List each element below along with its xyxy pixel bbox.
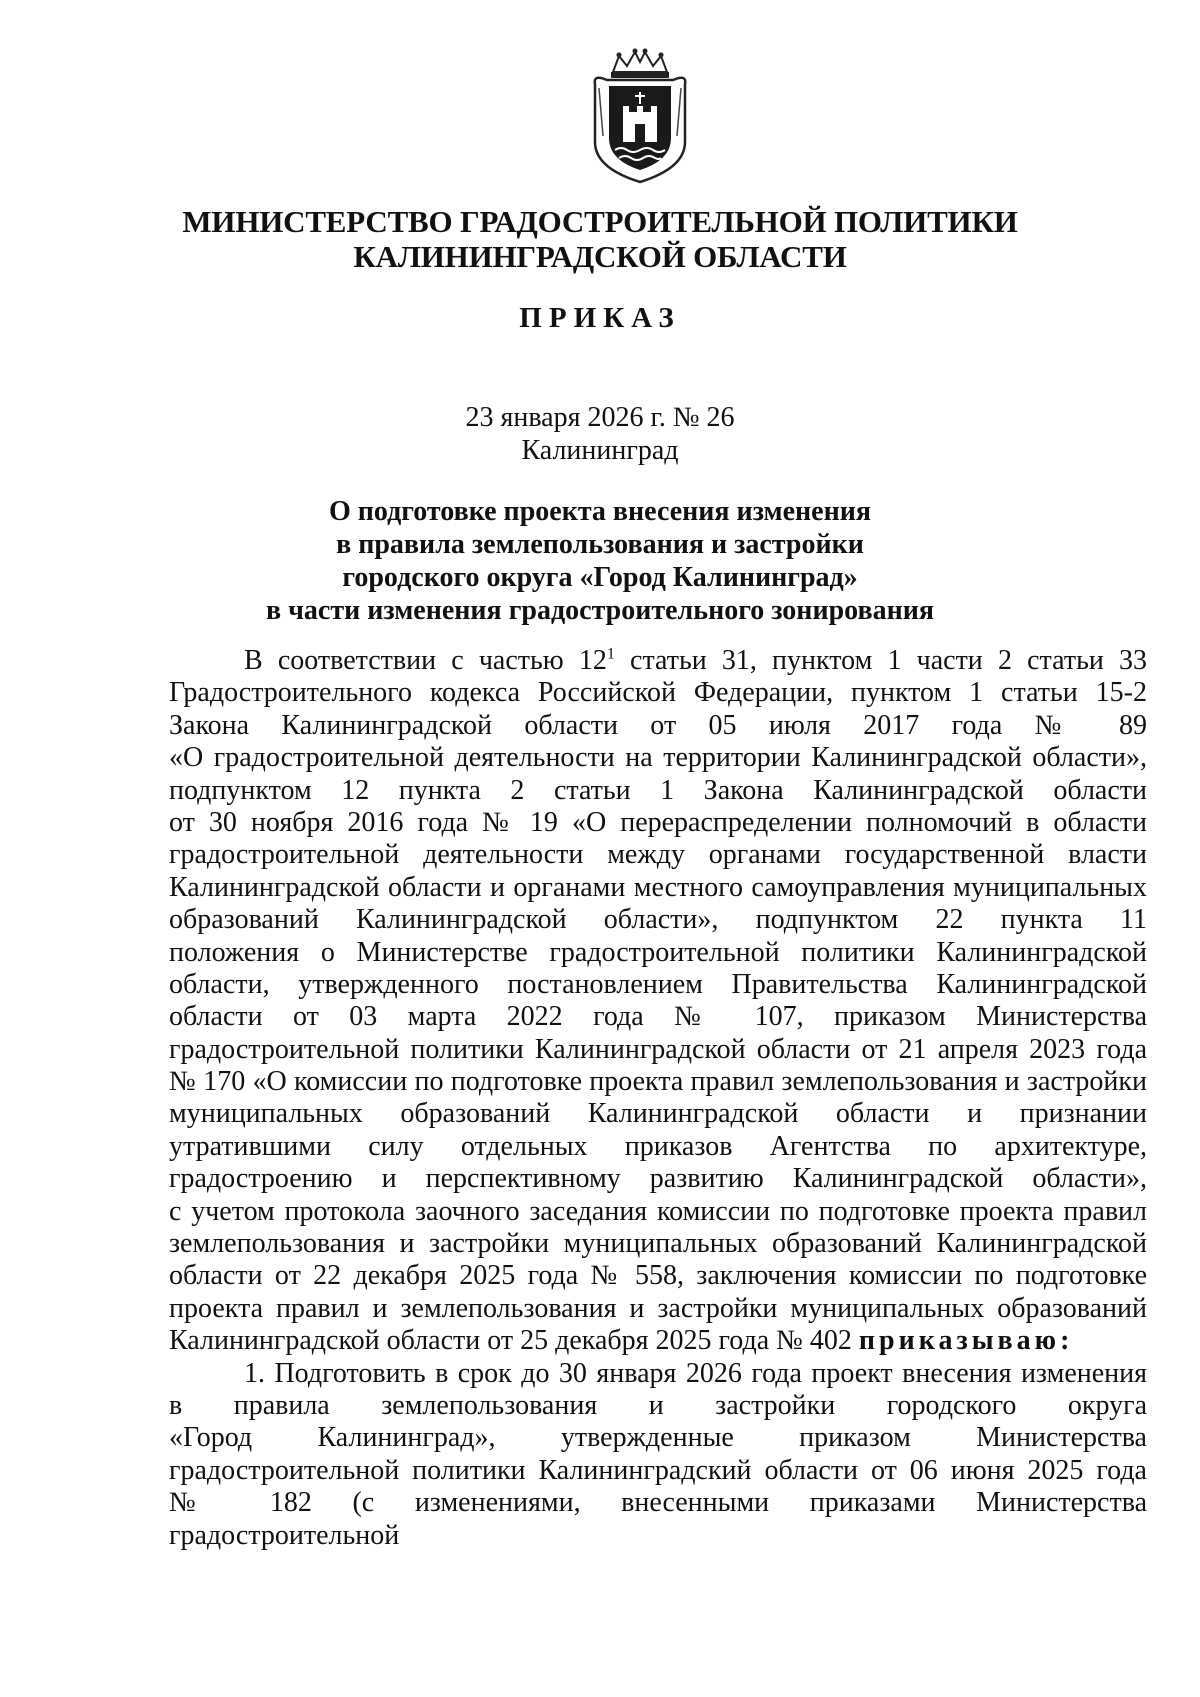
body-line: области, утвержденного постановлением Правительства Калининградской (169, 968, 1147, 1000)
body-line: градостроительной деятельности между органами государственной власти (169, 839, 1147, 871)
subject-line-3: городского округа «Город Калининград» (342, 562, 858, 593)
ministry-name-line-1: МИНИСТЕРСТВО ГРАДОСТРОИТЕЛЬНОЙ ПОЛИТИКИ (182, 204, 1018, 239)
coat-of-arms-emblem (585, 46, 695, 186)
body-line: утратившими силу отдельных приказов Агентства по архитектуре, (169, 1130, 1147, 1162)
orders-word: приказываю: (858, 1325, 1074, 1357)
body-line: области от 22 декабря 2025 года № 558, заключения комиссии по подготовке (169, 1260, 1147, 1292)
body-line: муниципальных образований Калининградской области и признании (169, 1098, 1147, 1130)
superscript-1: 1 (606, 645, 615, 663)
item-1-line: № 182 (с изменениями, внесенными приказами Министерства градостроительной (169, 1487, 1147, 1551)
body-line: подпунктом 12 пункта 2 статьи 1 Закона Калининградской области (169, 774, 1147, 806)
subject-line-4: в части изменения градостроительного зонирования (266, 595, 934, 626)
body-last-line (169, 1325, 1147, 1357)
body-first-line-rest: статьи 31, пунктом 1 части 2 статьи 33 (614, 645, 1147, 676)
body-line: с учетом протокола заочного заседания комиссии по подготовке проекта правил (169, 1195, 1147, 1227)
order-city: Калининград (521, 435, 679, 466)
subject-line-2: в правила землепользования и застройки (336, 529, 864, 560)
body-first-line-intro: В соответствии с частью 12 (244, 645, 607, 676)
body-line: «О градостроительной деятельности на территории Калининградской области», (169, 742, 1147, 774)
body-line: области от 03 марта 2022 года № 107, приказом Министерства (169, 1001, 1147, 1033)
body-line: Калининградской области и органами местного самоуправления муниципальных (169, 871, 1147, 903)
body-line: градостроительной политики Калининградской области от 21 апреля 2023 года (169, 1033, 1147, 1065)
item-1-line: градостроительной политики Калининградский области от 06 июня 2025 года (169, 1454, 1147, 1486)
order-date-number: 23 января 2026 г. № 26 (465, 402, 735, 433)
body-line: Градостроительного кодекса Российской Федерации, пунктом 1 статьи 15-2 (169, 677, 1147, 709)
body-line: землепользования и застройки муниципальных образований Калининградской (169, 1228, 1147, 1260)
body-line: Закона Калининградской области от 05 июля 2017 года № 89 (169, 709, 1147, 741)
order-body-text (169, 645, 1147, 1551)
document-type-title: ПРИКАЗ (519, 302, 681, 334)
body-first-line (169, 645, 1147, 677)
body-line: образований Калининградской области», подпунктом 22 пункта 11 (169, 904, 1147, 936)
body-line: положения о Министерстве градостроительной политики Калининградской (169, 936, 1147, 968)
body-line: № 170 «О комиссии по подготовке проекта правил землепользования и застройки (169, 1066, 1147, 1098)
body-last-line-text: Калининградской области от 25 декабря 2025 года № 402 (169, 1325, 859, 1357)
item-1-line: в правила землепользования и застройки городского округа (169, 1389, 1147, 1421)
body-line: от 30 ноября 2016 года № 19 «О перераспределении полномочий в области (169, 806, 1147, 838)
body-line: градостроению и перспективному развитию Калининградской области», (169, 1163, 1147, 1195)
body-line: проекта правил и землепользования и застройки муниципальных образований (169, 1292, 1147, 1324)
item-1-line: «Город Калининград», утвержденные приказом Министерства (169, 1422, 1147, 1454)
subject-line-1: О подготовке проекта внесения изменения (328, 496, 872, 527)
item-1-line: 1. Подготовить в срок до 30 января 2026 года проект внесения изменения (244, 1357, 1147, 1389)
ministry-name-line-2: КАЛИНИНГРАДСКОЙ ОБЛАСТИ (353, 239, 847, 274)
